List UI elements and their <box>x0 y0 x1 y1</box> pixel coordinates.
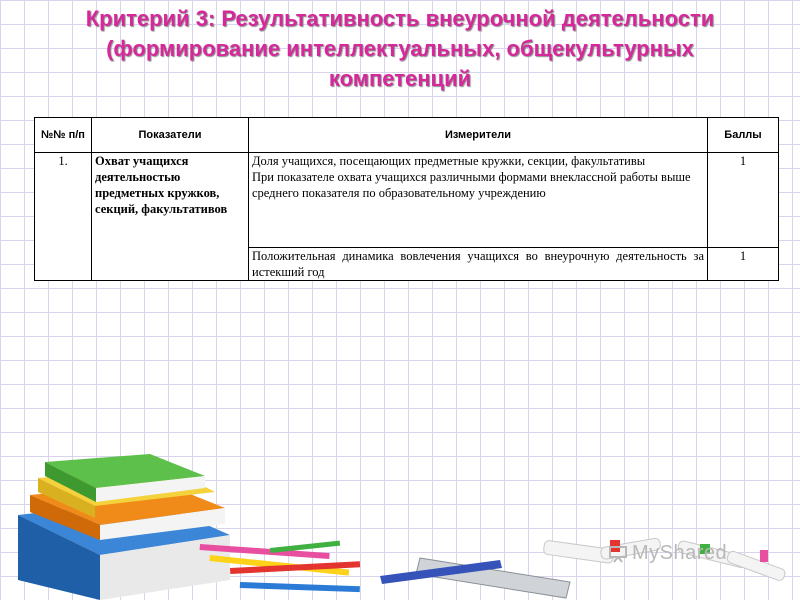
slide-title <box>20 4 780 94</box>
measure-a-part1: Доля учащихся, посещающих предметные кружки, секции, факультативы <box>252 154 646 168</box>
cell-num: 1. <box>35 153 92 281</box>
header-measure: Измерители <box>249 118 708 153</box>
criteria-table <box>34 117 779 281</box>
cell-indicator: Охват учащихся деятельностью предметных кружков, секций, факультативов <box>92 153 249 281</box>
header-indicator: Показатели <box>92 118 249 153</box>
cell-points-b: 1 <box>708 248 779 281</box>
ruler-illustration <box>380 558 570 598</box>
cell-measure-b: Положительная динамика вовлечения учащихся во внеурочную деятельность за истекший год <box>249 248 708 281</box>
header-points: Баллы <box>708 118 779 153</box>
books-illustration <box>18 454 230 600</box>
stationery-illustration <box>0 440 800 600</box>
header-num: №№ п/п <box>35 118 92 153</box>
table-row <box>35 153 779 248</box>
cell-measure-a <box>249 153 708 248</box>
cell-points-a: 1 <box>708 153 779 248</box>
presentation-icon <box>608 545 628 563</box>
title-line-1: Критерий 3: Результативность внеурочной деятельности <box>85 6 715 31</box>
watermark-text: MyShared <box>632 542 728 564</box>
watermark <box>608 542 727 565</box>
table-header-row <box>35 118 779 153</box>
title-line-2: (формирование интеллектуальных, общекультурных <box>106 36 694 61</box>
measure-a-part2: При показателе охвата учащихся различными формами внеклассной работы выше среднего показателя по образовательному учреждению <box>252 170 691 200</box>
title-line-3: компетенций <box>328 66 472 91</box>
